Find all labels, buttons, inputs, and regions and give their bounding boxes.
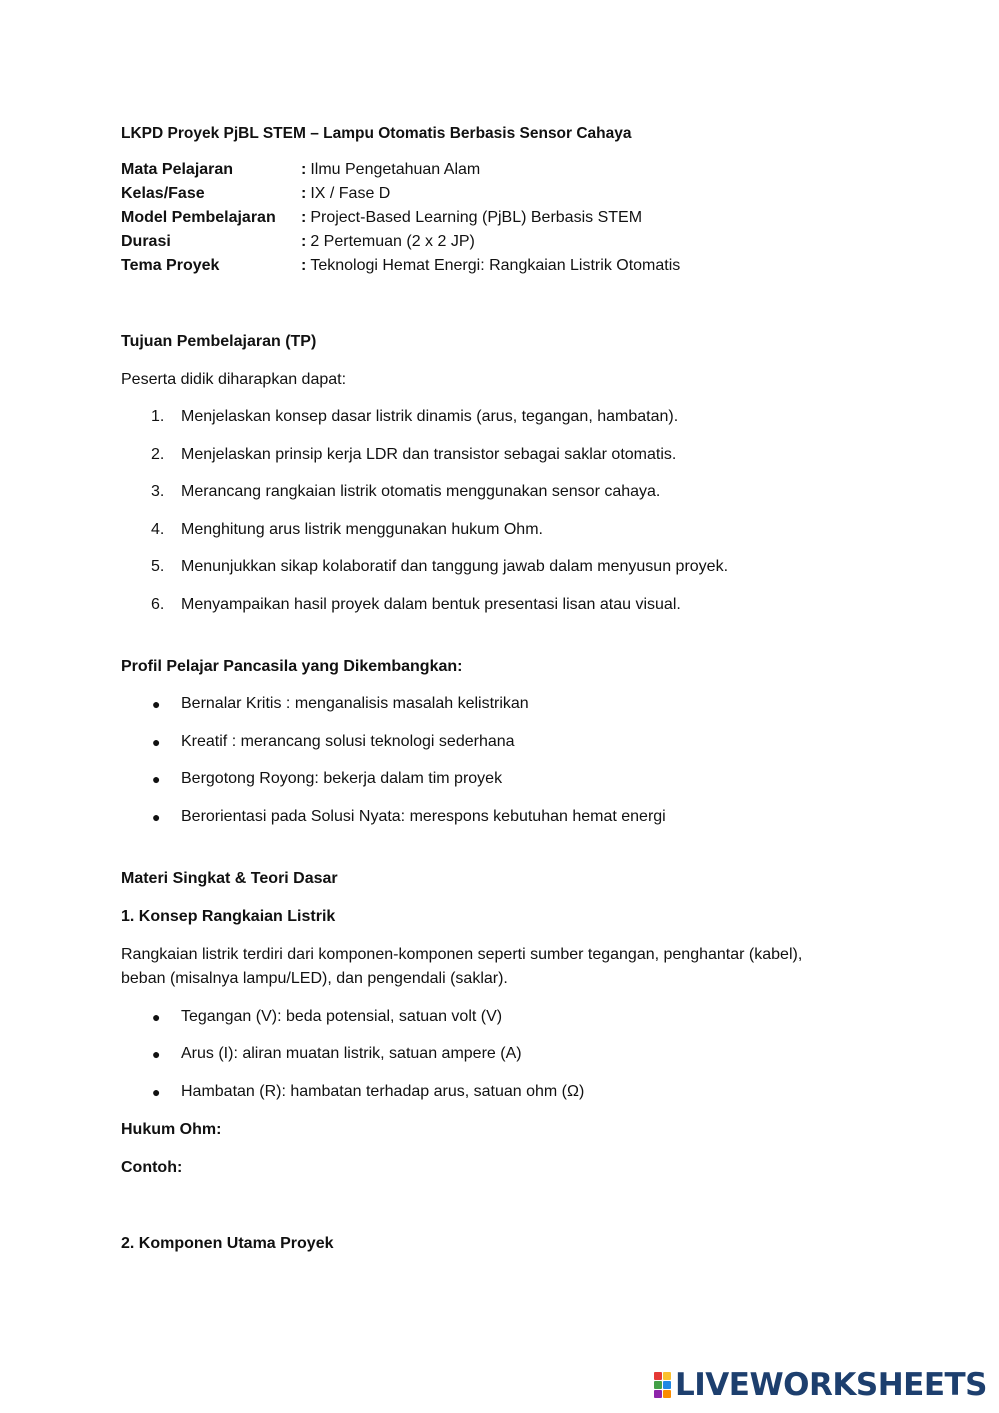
meta-row xyxy=(121,158,881,182)
meta-colon: : xyxy=(301,185,307,202)
list-item: ● Bergotong Royong: bekerja dalam tim proyek xyxy=(121,767,881,791)
section-heading-profil: Profil Pelajar Pancasila yang Dikembangkan: xyxy=(121,657,463,675)
bullet-icon: ● xyxy=(152,1008,161,1025)
list-item: 1. Menjelaskan konsep dasar listrik dinamis (arus, tegangan, hambatan). xyxy=(151,408,679,425)
bullet-icon: ● xyxy=(152,733,161,750)
list-item: 2. Menjelaskan prinsip kerja LDR dan transistor sebagai saklar otomatis. xyxy=(151,445,677,463)
logo-icon xyxy=(654,1372,671,1398)
materi-list xyxy=(121,1005,881,1104)
hukum-ohm-label: Hukum Ohm: xyxy=(121,1120,222,1138)
meta-key: Tema Proyek xyxy=(121,257,220,274)
meta-value: IX / Fase D xyxy=(310,185,391,202)
meta-key: Durasi xyxy=(121,233,171,250)
meta-colon: : xyxy=(301,209,307,226)
profil-list xyxy=(121,692,881,829)
tujuan-intro: Peserta didik diharapkan dapat: xyxy=(121,371,347,388)
meta-key: Model Pembelajaran xyxy=(121,209,276,226)
meta-row xyxy=(121,182,881,206)
meta-value: Teknologi Hemat Energi: Rangkaian Listrik Otomatis xyxy=(310,257,681,274)
worksheet-page xyxy=(121,122,881,1256)
subheading-komponen: 2. Komponen Utama Proyek xyxy=(121,1234,334,1252)
tujuan-list xyxy=(121,405,881,617)
document-title: LKPD Proyek PjBL STEM – Lampu Otomatis Berbasis Sensor Cahaya xyxy=(121,125,632,142)
list-item: ● Hambatan (R): hambatan terhadap arus, satuan ohm (Ω) xyxy=(121,1080,881,1104)
meta-colon: : xyxy=(301,233,307,250)
meta-colon: : xyxy=(301,257,307,274)
list-item: ● Kreatif : merancang solusi teknologi sederhana xyxy=(121,730,881,754)
meta-colon: : xyxy=(301,161,307,178)
bullet-icon: ● xyxy=(152,1046,161,1063)
bullet-icon: ● xyxy=(152,808,161,825)
list-item: 6. Menyampaikan hasil proyek dalam bentuk presentasi lisan atau visual. xyxy=(151,595,681,613)
meta-value: Project-Based Learning (PjBL) Berbasis STEM xyxy=(310,209,643,226)
list-item: 5. Menunjukkan sikap kolaboratif dan tanggung jawab dalam menyusun proyek. xyxy=(151,558,729,576)
bullet-icon: ● xyxy=(152,695,161,712)
meta-table xyxy=(121,158,881,278)
meta-value: Ilmu Pengetahuan Alam xyxy=(310,161,481,178)
bullet-icon: ● xyxy=(152,771,161,788)
contoh-label: Contoh: xyxy=(121,1158,183,1176)
list-item: 4. Menghitung arus listrik menggunakan hukum Ohm. xyxy=(151,520,543,538)
list-item: ● Arus (I): aliran muatan listrik, satuan ampere (A) xyxy=(121,1042,881,1066)
section-heading-tujuan: Tujuan Pembelajaran (TP) xyxy=(121,333,317,350)
list-item: 3. Merancang rangkaian listrik otomatis menggunakan sensor cahaya. xyxy=(151,483,661,501)
section-heading-materi: Materi Singkat & Teori Dasar xyxy=(121,869,338,887)
meta-key: Mata Pelajaran xyxy=(121,161,234,178)
list-item: ● Berorientasi pada Solusi Nyata: merespons kebutuhan hemat energi xyxy=(121,805,881,829)
subheading-konsep: 1. Konsep Rangkaian Listrik xyxy=(121,907,336,925)
meta-row xyxy=(121,206,881,230)
materi-paragraph: Rangkaian listrik terdiri dari komponen-komponen seperti sumber tegangan, penghantar (kabel), beban (misalnya lampu/LED), dan pengendali (saklar). xyxy=(121,945,803,987)
meta-row xyxy=(121,254,881,278)
list-item: ● Tegangan (V): beda potensial, satuan volt (V) xyxy=(121,1005,881,1029)
meta-row xyxy=(121,230,881,254)
liveworksheets-logo xyxy=(654,1367,987,1403)
bullet-icon: ● xyxy=(152,1083,161,1100)
logo-text: LIVEWORKSHEETS xyxy=(675,1367,987,1403)
meta-value: 2 Pertemuan (2 x 2 JP) xyxy=(310,233,475,250)
meta-key: Kelas/Fase xyxy=(121,185,205,202)
list-item: ● Bernalar Kritis : menganalisis masalah kelistrikan xyxy=(121,692,881,716)
